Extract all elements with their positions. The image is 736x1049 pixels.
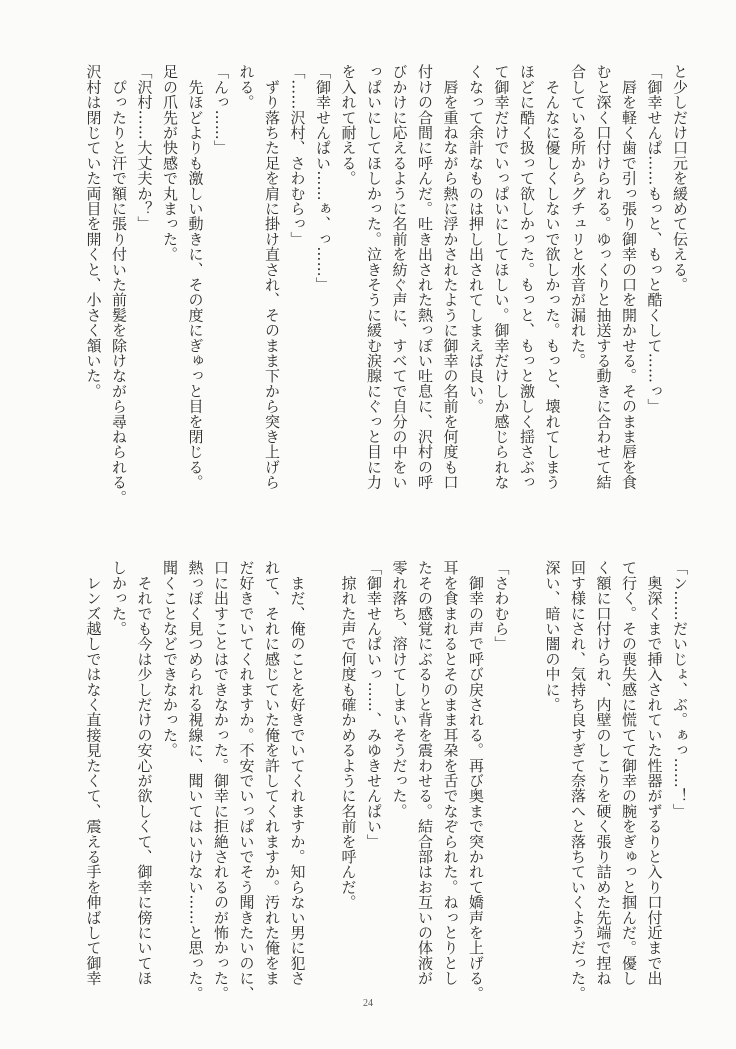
text-line: を入れて耐える。 [339, 64, 358, 186]
text-line: 回す様にされ、気持ち良すぎて奈落へと落ちていくようだった。 [569, 560, 587, 1001]
text-line: 深い、暗い闇の中に。 [543, 560, 562, 712]
text-line: 零れ落ち、溶けてしまいそうだった。 [390, 560, 409, 819]
text-line: ぴったりと汗で額に張り付いた前髪を除けながら尋ねられる。 [110, 64, 128, 505]
text-line: て行く。その喪失感に慌てて御幸の腕をぎゅっと掴んだ。優し [620, 560, 638, 986]
text-line: 御幸の声で呼び戻される。再び奥まで突かれて嬌声を上げる。 [467, 560, 485, 1001]
text-line: 唇を軽く歯で引っ張り御幸の口を開かせる。そのまま唇を食 [620, 64, 638, 490]
text-line: むと深く口付けられる。ゆっくりと抽送する動きに合わせて結 [594, 64, 613, 490]
page-number: 24 [363, 998, 373, 1009]
text-line: そんなに優しくしないで欲しかった。もっと、壊れてしまう [543, 64, 562, 490]
text-block-upper [80, 64, 692, 524]
text-line: 「さわむら」 [492, 560, 511, 652]
text-line: それでも今は少しだけの安心が欲しくて、御幸に傍にいてほ [135, 560, 154, 986]
text-line: と少しだけ口元を緩めて伝える。 [671, 64, 689, 292]
text-line: 口に出すことはできなかった。御幸に拒絶されるのが怖かった。 [212, 560, 230, 1001]
text-line: 「……沢村、さわむらっ」 [288, 64, 307, 247]
text-line: まだ、俺のことを好きでいてくれますか。知らない男に犯さ [288, 560, 307, 986]
text-line: レンズ越しではなく直接見たくて、震える手を伸ばして御幸 [84, 560, 103, 986]
text-line: ほどに酷く扱って欲しかった。もっと、もっと激しく揺さぶっ [518, 64, 536, 490]
text-line: 先ほどよりも激しい動きに、その度にぎゅっと目を閉じる。 [186, 64, 205, 490]
text-line [514, 560, 540, 970]
text-line: 「御幸せんぱいっ……、みゆきせんぱい」 [365, 560, 383, 849]
text-line: くなって余計なものは押し出されてしまえば良い。 [467, 64, 485, 414]
text-line: て御幸だけでいっぱいにしてほしい。御幸だけしか感じられな [492, 64, 511, 490]
text-line: れる。 [237, 64, 256, 110]
text-line: しかった。 [110, 560, 128, 636]
text-line: 熱っぽく見つめられる視線に、聞いてはいけない……と思った。 [186, 560, 205, 1001]
text-line: 唇を重ねながら熱に浮かされたように御幸の名前を何度も口 [441, 64, 460, 490]
text-line: 合している所からグチュリと水音が漏れた。 [569, 64, 587, 368]
text-line: っぱいにしてほしかった。泣きそうに緩む涙腺にぐっと目に力 [365, 64, 383, 490]
text-line: 聞くことなどできなかった。 [161, 560, 179, 758]
text-line: 「沢村……大丈夫か？」 [135, 64, 154, 232]
text-block-lower [80, 560, 692, 1001]
text-line: れて、それに感じていた俺を許してくれますか。汚れた俺をま [263, 560, 281, 986]
text-line: く額に口付けられ、内壁のしこりを硬く張り詰めた先端で捏ね [594, 560, 613, 986]
text-line: 「御幸せんぱ……もっと、もっと酷くして……っ」 [645, 64, 664, 414]
text-line: 奥深くまで挿入されていた性器がずるりと入り口付近まで出 [645, 560, 664, 986]
text-line: 「御幸せんぱい……ぁ、っ……」 [314, 64, 332, 292]
text-line: 足の爪先が快感で丸まった。 [161, 64, 179, 262]
text-line [310, 560, 336, 970]
text-line: 「んっ……」 [212, 64, 230, 156]
text-line: びかけに応えるように名前を紡ぐ声に、すべてで自分の中をい [390, 64, 409, 490]
text-line: たその感覚にぶるりと背を震わせる。結合部はお互いの体液が [416, 560, 434, 986]
text-line: 沢村は閉じていた両目を開くと、小さく頷いた。 [84, 64, 103, 399]
text-line: 掠れた声で何度も確かめるように名前を呼んだ。 [339, 560, 358, 910]
text-line: 「ン……だいじょ、ぶ。ぁっ……！」 [671, 560, 689, 819]
text-line: 耳を食まれるとそのまま耳朶を舌でなぞられた。ねっとりとし [441, 560, 460, 986]
text-line: 付けの合間に呼んだ。吐き出された熱っぽい吐息に、沢村の呼 [416, 64, 434, 490]
text-line: だ好きでいてくれますか。不安でいっぱいでそう聞きたいのに、 [237, 560, 256, 1001]
text-line: ずり落ちた足を肩に掛け直され、そのまま下から突き上げら [263, 64, 281, 490]
